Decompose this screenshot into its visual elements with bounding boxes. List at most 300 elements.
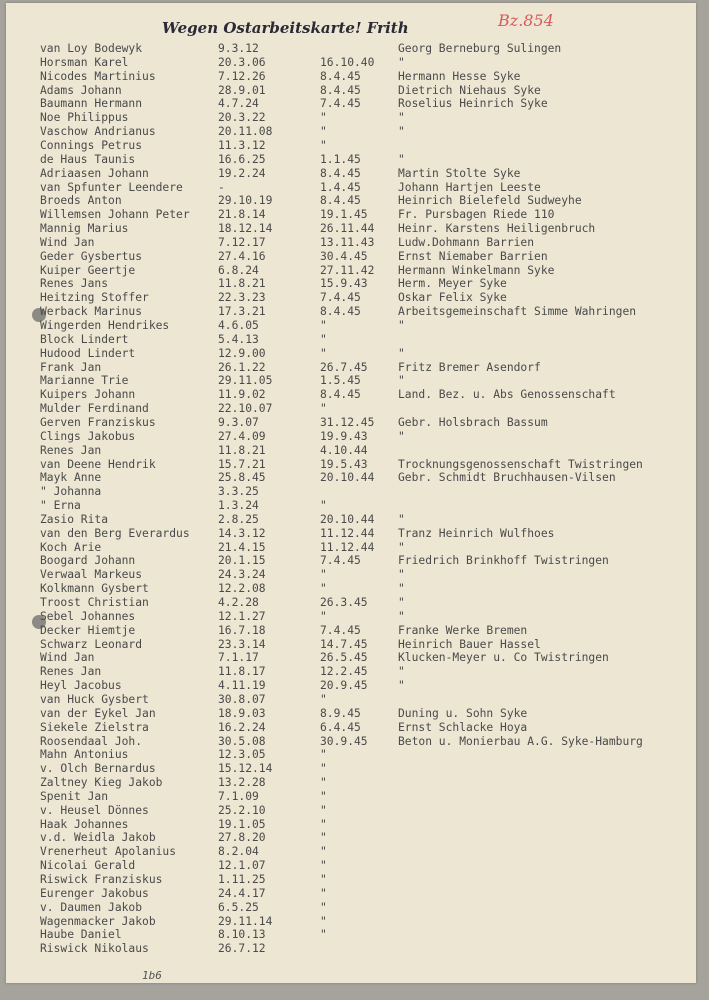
birth-date: 18.12.14 (218, 222, 273, 236)
worker-name: Mahn Antonius (40, 748, 129, 762)
employer-name: " (398, 374, 405, 388)
entry-date: " (320, 111, 327, 125)
worker-name: Haak Johannes (40, 817, 129, 831)
entry-date: 11.12.44 (320, 526, 375, 540)
birth-date: - (218, 180, 225, 194)
worker-name: Wind Jan (40, 651, 95, 665)
worker-name: Mulder Ferdinand (40, 402, 149, 416)
entry-date: 1.5.45 (320, 374, 361, 388)
birth-date: 22.3.23 (218, 291, 266, 305)
birth-date: 17.3.21 (218, 305, 266, 319)
employer-name: " (398, 111, 405, 125)
list-row (6, 928, 696, 942)
employer-name: " (398, 609, 405, 623)
entry-date: 20.10.44 (320, 471, 375, 485)
entry-date: 7.4.45 (320, 291, 361, 305)
employer-name: Ernst Niemaber Barrien (398, 249, 548, 263)
employer-name: " (398, 568, 405, 582)
employer-name: " (398, 319, 405, 332)
employer-name: Georg Berneburg Sulingen (398, 42, 562, 55)
entry-date: " (320, 845, 327, 859)
list-row (6, 748, 696, 762)
entry-date: " (320, 914, 327, 928)
entry-date: 12.2.45 (320, 665, 368, 679)
worker-name: " Johanna (40, 485, 102, 499)
list-row (6, 818, 696, 832)
worker-name: van der Eykel Jan (40, 706, 156, 720)
entry-date: 7.4.45 (320, 97, 361, 111)
birth-date: 12.1.27 (218, 609, 266, 623)
birth-date: 20.1.15 (218, 554, 266, 568)
red-archive-stamp: Bz.854 (498, 11, 554, 30)
list-row (6, 111, 696, 125)
entry-date: " (320, 582, 327, 596)
birth-date: 11.8.21 (218, 277, 266, 291)
entry-date: 30.4.45 (320, 249, 368, 263)
birth-date: 12.2.08 (218, 582, 266, 596)
list-row (6, 901, 696, 915)
document-page (6, 3, 696, 983)
worker-name: van Spfunter Leendere (40, 180, 183, 194)
list-row (6, 665, 696, 679)
entry-date: " (320, 138, 327, 152)
worker-name: Gerven Franziskus (40, 415, 156, 429)
employer-name: " (398, 679, 405, 693)
list-row (6, 319, 696, 333)
worker-name: Adams Johann (40, 83, 122, 97)
list-row (6, 84, 696, 98)
list-row (6, 361, 696, 375)
list-row (6, 402, 696, 416)
worker-name: Siekele Zielstra (40, 720, 149, 734)
employer-name: Trocknungsgenossenschaft Twistringen (398, 457, 643, 471)
entry-date: 8.4.45 (320, 194, 361, 208)
birth-date: 30.8.07 (218, 692, 266, 706)
entry-date: 7.4.45 (320, 623, 361, 637)
birth-date: 4.2.28 (218, 596, 259, 609)
list-row (6, 582, 696, 596)
employer-name: Fr. Pursbagen Riede 110 (398, 208, 555, 222)
birth-date: 6.5.25 (218, 900, 259, 914)
entry-date: " (320, 748, 327, 762)
list-row (6, 264, 696, 278)
employer-name: Heinrich Bielefeld Sudweyhe (398, 194, 582, 208)
worker-name: Roosendaal Joh. (40, 734, 143, 748)
entry-date: " (320, 859, 327, 873)
worker-name: van Deene Hendrik (40, 457, 156, 471)
worker-name: Nicolai Gerald (40, 859, 136, 873)
entry-date: " (320, 886, 327, 900)
employer-name: " (398, 512, 405, 526)
list-row (6, 194, 696, 208)
list-row (6, 97, 696, 111)
birth-date: 19.1.05 (218, 817, 266, 831)
birth-date: 7.12.26 (218, 69, 266, 83)
birth-date: 29.11.14 (218, 914, 273, 928)
employer-name: Oskar Felix Syke (398, 291, 507, 305)
birth-date: 21.4.15 (218, 540, 266, 554)
handwritten-title: Wegen Ostarbeitskarte! Frith (162, 19, 409, 37)
worker-name: Wingerden Hendrikes (40, 319, 170, 332)
list-row (6, 222, 696, 236)
birth-date: 19.2.24 (218, 166, 266, 180)
entry-date: " (320, 346, 327, 360)
list-row (6, 139, 696, 153)
employer-name: Johann Hartjen Leeste (398, 180, 541, 194)
entry-date: 4.10.44 (320, 443, 368, 457)
worker-name: Haube Daniel (40, 928, 122, 942)
list-row (6, 887, 696, 901)
worker-name: Willemsen Johann Peter (40, 208, 190, 222)
worker-name: Connings Petrus (40, 138, 143, 152)
list-row (6, 485, 696, 499)
employer-name: Heinr. Karstens Heiligenbruch (398, 222, 596, 236)
entry-date: " (320, 831, 327, 845)
employer-name: " (398, 152, 405, 166)
list-row (6, 624, 696, 638)
worker-name: " Erna (40, 499, 81, 513)
employer-name: Gebr. Schmidt Bruchhausen-Vilsen (398, 471, 616, 485)
worker-name: Eurenger Jakobus (40, 886, 149, 900)
birth-date: 11.8.21 (218, 443, 266, 457)
worker-name: Heyl Jacobus (40, 679, 122, 693)
list-row (6, 721, 696, 735)
list-row (6, 776, 696, 790)
list-row (6, 568, 696, 582)
birth-date: 25.2.10 (218, 803, 266, 817)
worker-name: v.d. Weidla Jakob (40, 831, 156, 845)
entry-date: " (320, 692, 327, 706)
worker-name: Nicodes Martinius (40, 69, 156, 83)
employer-name: Herm. Meyer Syke (398, 277, 507, 291)
birth-date: 5.4.13 (218, 332, 259, 346)
birth-date: 20.3.22 (218, 111, 266, 125)
entry-date: 8.4.45 (320, 83, 361, 97)
birth-date: 24.3.24 (218, 568, 266, 582)
entry-date: 30.9.45 (320, 734, 368, 748)
entry-date: " (320, 402, 327, 416)
entry-date: 8.9.45 (320, 706, 361, 720)
birth-date: 7.12.17 (218, 235, 266, 249)
entry-date: " (320, 125, 327, 139)
birth-date: 9.3.07 (218, 415, 259, 429)
worker-name: Riswick Franziskus (40, 873, 163, 886)
entry-date: 7.4.45 (320, 554, 361, 568)
worker-name: Adriaasen Johann (40, 166, 149, 180)
list-row (6, 596, 696, 610)
birth-date: 9.3.12 (218, 42, 259, 55)
worker-name: Vaschow Andrianus (40, 125, 156, 139)
birth-date: 6.8.24 (218, 263, 259, 277)
entry-date: 13.11.43 (320, 235, 375, 249)
worker-name: Werback Marinus (40, 305, 143, 319)
list-row (6, 416, 696, 430)
worker-name: Frank Jan (40, 360, 102, 374)
worker-name: Troost Christian (40, 596, 149, 609)
worker-name: Renes Jan (40, 665, 102, 679)
birth-date: 26.1.22 (218, 360, 266, 374)
list-row (6, 305, 696, 319)
worker-name: Renes Jans (40, 277, 109, 291)
list-row (6, 541, 696, 555)
birth-date: 4.11.19 (218, 679, 266, 693)
employer-name: " (398, 429, 405, 443)
entry-date: " (320, 776, 327, 790)
worker-name: van Huck Gysbert (40, 692, 149, 706)
entry-date: 19.9.43 (320, 429, 368, 443)
employer-name: " (398, 125, 405, 139)
employer-name: " (398, 540, 405, 554)
birth-date: 16.7.18 (218, 623, 266, 637)
list-row (6, 208, 696, 222)
worker-name: Zasio Rita (40, 512, 109, 526)
birth-date: 2.8.25 (218, 512, 259, 526)
list-row (6, 153, 696, 167)
employer-name: Gebr. Holsbrach Bassum (398, 415, 548, 429)
list-row (6, 56, 696, 70)
list-row (6, 693, 696, 707)
list-row (6, 915, 696, 929)
entry-date: 8.4.45 (320, 69, 361, 83)
employer-name: Klucken-Meyer u. Co Twistringen (398, 651, 609, 665)
entry-date: 31.12.45 (320, 415, 375, 429)
birth-date: 30.5.08 (218, 734, 266, 748)
list-row (6, 638, 696, 652)
birth-date: 11.3.12 (218, 138, 266, 152)
birth-date: 12.3.05 (218, 748, 266, 762)
birth-date: 7.1.09 (218, 789, 259, 803)
entry-date: 1.1.45 (320, 152, 361, 166)
birth-date: 16.6.25 (218, 152, 266, 166)
employer-name: Arbeitsgemeinschaft Simme Wahringen (398, 305, 637, 319)
list-row (6, 388, 696, 402)
worker-name: de Haus Taunis (40, 152, 136, 166)
list-row (6, 291, 696, 305)
birth-date: 24.4.17 (218, 886, 266, 900)
worker-name: Riswick Nikolaus (40, 942, 149, 956)
entry-date: 6.4.45 (320, 720, 361, 734)
worker-name: Kuipers Johann (40, 388, 136, 402)
worker-name: Wind Jan (40, 235, 95, 249)
birth-date: 8.2.04 (218, 845, 259, 859)
birth-date: 25.8.45 (218, 471, 266, 485)
employer-name: Beton u. Monierbau A.G. Syke-Hamburg (398, 734, 643, 748)
worker-name: Horsman Karel (40, 55, 129, 69)
list-row (6, 831, 696, 845)
list-row (6, 167, 696, 181)
entry-date: 26.5.45 (320, 651, 368, 665)
entry-date: " (320, 499, 327, 513)
birth-date: 28.9.01 (218, 83, 266, 97)
entry-date: " (320, 817, 327, 831)
list-row (6, 444, 696, 458)
worker-name: Koch Arie (40, 540, 102, 554)
worker-name: Hudood Lindert (40, 346, 136, 360)
list-row (6, 499, 696, 513)
birth-date: 20.11.08 (218, 125, 273, 139)
birth-date: 15.12.14 (218, 762, 273, 776)
list-row (6, 859, 696, 873)
list-row (6, 942, 696, 956)
list-row (6, 333, 696, 347)
birth-date: 1.11.25 (218, 873, 266, 886)
worker-name: Zaltney Kieg Jakob (40, 776, 163, 790)
list-row (6, 527, 696, 541)
employer-name: Hermann Winkelmann Syke (398, 263, 555, 277)
employer-name: Dietrich Niehaus Syke (398, 83, 541, 97)
employer-name: Martin Stolte Syke (398, 166, 521, 180)
list-row (6, 430, 696, 444)
employer-name: " (398, 55, 405, 69)
list-row (6, 554, 696, 568)
birth-date: 29.10.19 (218, 194, 273, 208)
worker-name: Decker Hiemtje (40, 623, 136, 637)
page-reference-mark: 1b6 (142, 969, 162, 982)
birth-date: 23.3.14 (218, 637, 266, 651)
entry-date: 20.9.45 (320, 679, 368, 693)
entry-date: 11.12.44 (320, 540, 375, 554)
list-row (6, 125, 696, 139)
birth-date: 11.8.17 (218, 665, 266, 679)
worker-name: Renes Jan (40, 443, 102, 457)
worker-name: Wagenmacker Jakob (40, 914, 156, 928)
worker-name: Marianne Trie (40, 374, 129, 388)
birth-date: 22.10.07 (218, 402, 273, 416)
employer-name: Duning u. Sohn Syke (398, 706, 528, 720)
worker-name: v. Daumen Jakob (40, 900, 143, 914)
entry-date: 26.7.45 (320, 360, 368, 374)
employer-name: Land. Bez. u. Abs Genossenschaft (398, 388, 616, 402)
list-row (6, 277, 696, 291)
worker-name: Mannig Marius (40, 222, 129, 236)
employer-name: Ludw.Dohmann Barrien (398, 235, 535, 249)
entry-date: 26.11.44 (320, 222, 375, 236)
list-row (6, 458, 696, 472)
entry-date: 19.1.45 (320, 208, 368, 222)
entry-date: " (320, 762, 327, 776)
list-row (6, 236, 696, 250)
entry-date: 8.4.45 (320, 166, 361, 180)
worker-name: Schwarz Leonard (40, 637, 143, 651)
entry-date: " (320, 789, 327, 803)
worker-name: Mayk Anne (40, 471, 102, 485)
birth-date: 15.7.21 (218, 457, 266, 471)
entry-date: 16.10.40 (320, 55, 375, 69)
entry-date: " (320, 928, 327, 942)
employer-name: Tranz Heinrich Wulfhoes (398, 526, 555, 540)
list-row (6, 651, 696, 665)
birth-date: 11.9.02 (218, 388, 266, 402)
employer-name: " (398, 346, 405, 360)
list-row (6, 347, 696, 361)
entry-date: " (320, 568, 327, 582)
employer-name: Friedrich Brinkhoff Twistringen (398, 554, 609, 568)
worker-name: Sebel Johannes (40, 609, 136, 623)
list-row (6, 42, 696, 56)
worker-name: Baumann Hermann (40, 97, 143, 111)
birth-date: 16.2.24 (218, 720, 266, 734)
worker-name: Heitzing Stoffer (40, 291, 149, 305)
entry-date: " (320, 609, 327, 623)
worker-name: Broeds Anton (40, 194, 122, 208)
employer-name: Franke Werke Bremen (398, 623, 528, 637)
list-row (6, 735, 696, 749)
list-row (6, 707, 696, 721)
list-row (6, 471, 696, 485)
birth-date: 18.9.03 (218, 706, 266, 720)
birth-date: 26.7.12 (218, 942, 266, 956)
employer-name: " (398, 665, 405, 679)
entry-date: 14.7.45 (320, 637, 368, 651)
list-row (6, 804, 696, 818)
list-row (6, 70, 696, 84)
list-row (6, 374, 696, 388)
worker-name: Block Lindert (40, 332, 129, 346)
employer-name: Fritz Bremer Asendorf (398, 360, 541, 374)
employer-name: " (398, 582, 405, 596)
employer-name: " (398, 596, 405, 609)
entry-date: 8.4.45 (320, 388, 361, 402)
birth-date: 4.7.24 (218, 97, 259, 111)
birth-date: 27.4.16 (218, 249, 266, 263)
worker-name: Geder Gysbertus (40, 249, 143, 263)
worker-name: Noe Philippus (40, 111, 129, 125)
list-row (6, 513, 696, 527)
worker-name: v. Olch Bernardus (40, 762, 156, 776)
entry-date: 1.4.45 (320, 180, 361, 194)
worker-name: Verwaal Markeus (40, 568, 143, 582)
worker-name: Vrenerheut Apolanius (40, 845, 177, 859)
entry-date: " (320, 803, 327, 817)
birth-date: 7.1.17 (218, 651, 259, 665)
entry-date: 20.10.44 (320, 512, 375, 526)
list-row (6, 679, 696, 693)
worker-name: Clings Jakobus (40, 429, 136, 443)
birth-date: 20.3.06 (218, 55, 266, 69)
birth-date: 12.9.00 (218, 346, 266, 360)
entry-date: 27.11.42 (320, 263, 375, 277)
employer-name: Ernst Schlacke Hoya (398, 720, 528, 734)
list-row (6, 250, 696, 264)
birth-date: 12.1.07 (218, 859, 266, 873)
list-row (6, 790, 696, 804)
entry-date: " (320, 319, 327, 332)
birth-date: 4.6.05 (218, 319, 259, 332)
birth-date: 13.2.28 (218, 776, 266, 790)
worker-name: v. Heusel Dönnes (40, 803, 149, 817)
entry-date: " (320, 873, 327, 886)
entry-date: " (320, 900, 327, 914)
birth-date: 27.4.09 (218, 429, 266, 443)
entry-date: 8.4.45 (320, 305, 361, 319)
entry-date: 19.5.43 (320, 457, 368, 471)
birth-date: 8.10.13 (218, 928, 266, 942)
list-row (6, 610, 696, 624)
employer-name: Heinrich Bauer Hassel (398, 637, 541, 651)
worker-name: van Loy Bodewyk (40, 42, 143, 55)
list-row (6, 762, 696, 776)
employer-name: Hermann Hesse Syke (398, 69, 521, 83)
list-row (6, 845, 696, 859)
birth-date: 27.8.20 (218, 831, 266, 845)
entry-date: 26.3.45 (320, 596, 368, 609)
birth-date: 14.3.12 (218, 526, 266, 540)
worker-name: van den Berg Everardus (40, 526, 190, 540)
birth-date: 1.3.24 (218, 499, 259, 513)
worker-name: Spenit Jan (40, 789, 109, 803)
entry-date: " (320, 332, 327, 346)
entry-date: 15.9.43 (320, 277, 368, 291)
